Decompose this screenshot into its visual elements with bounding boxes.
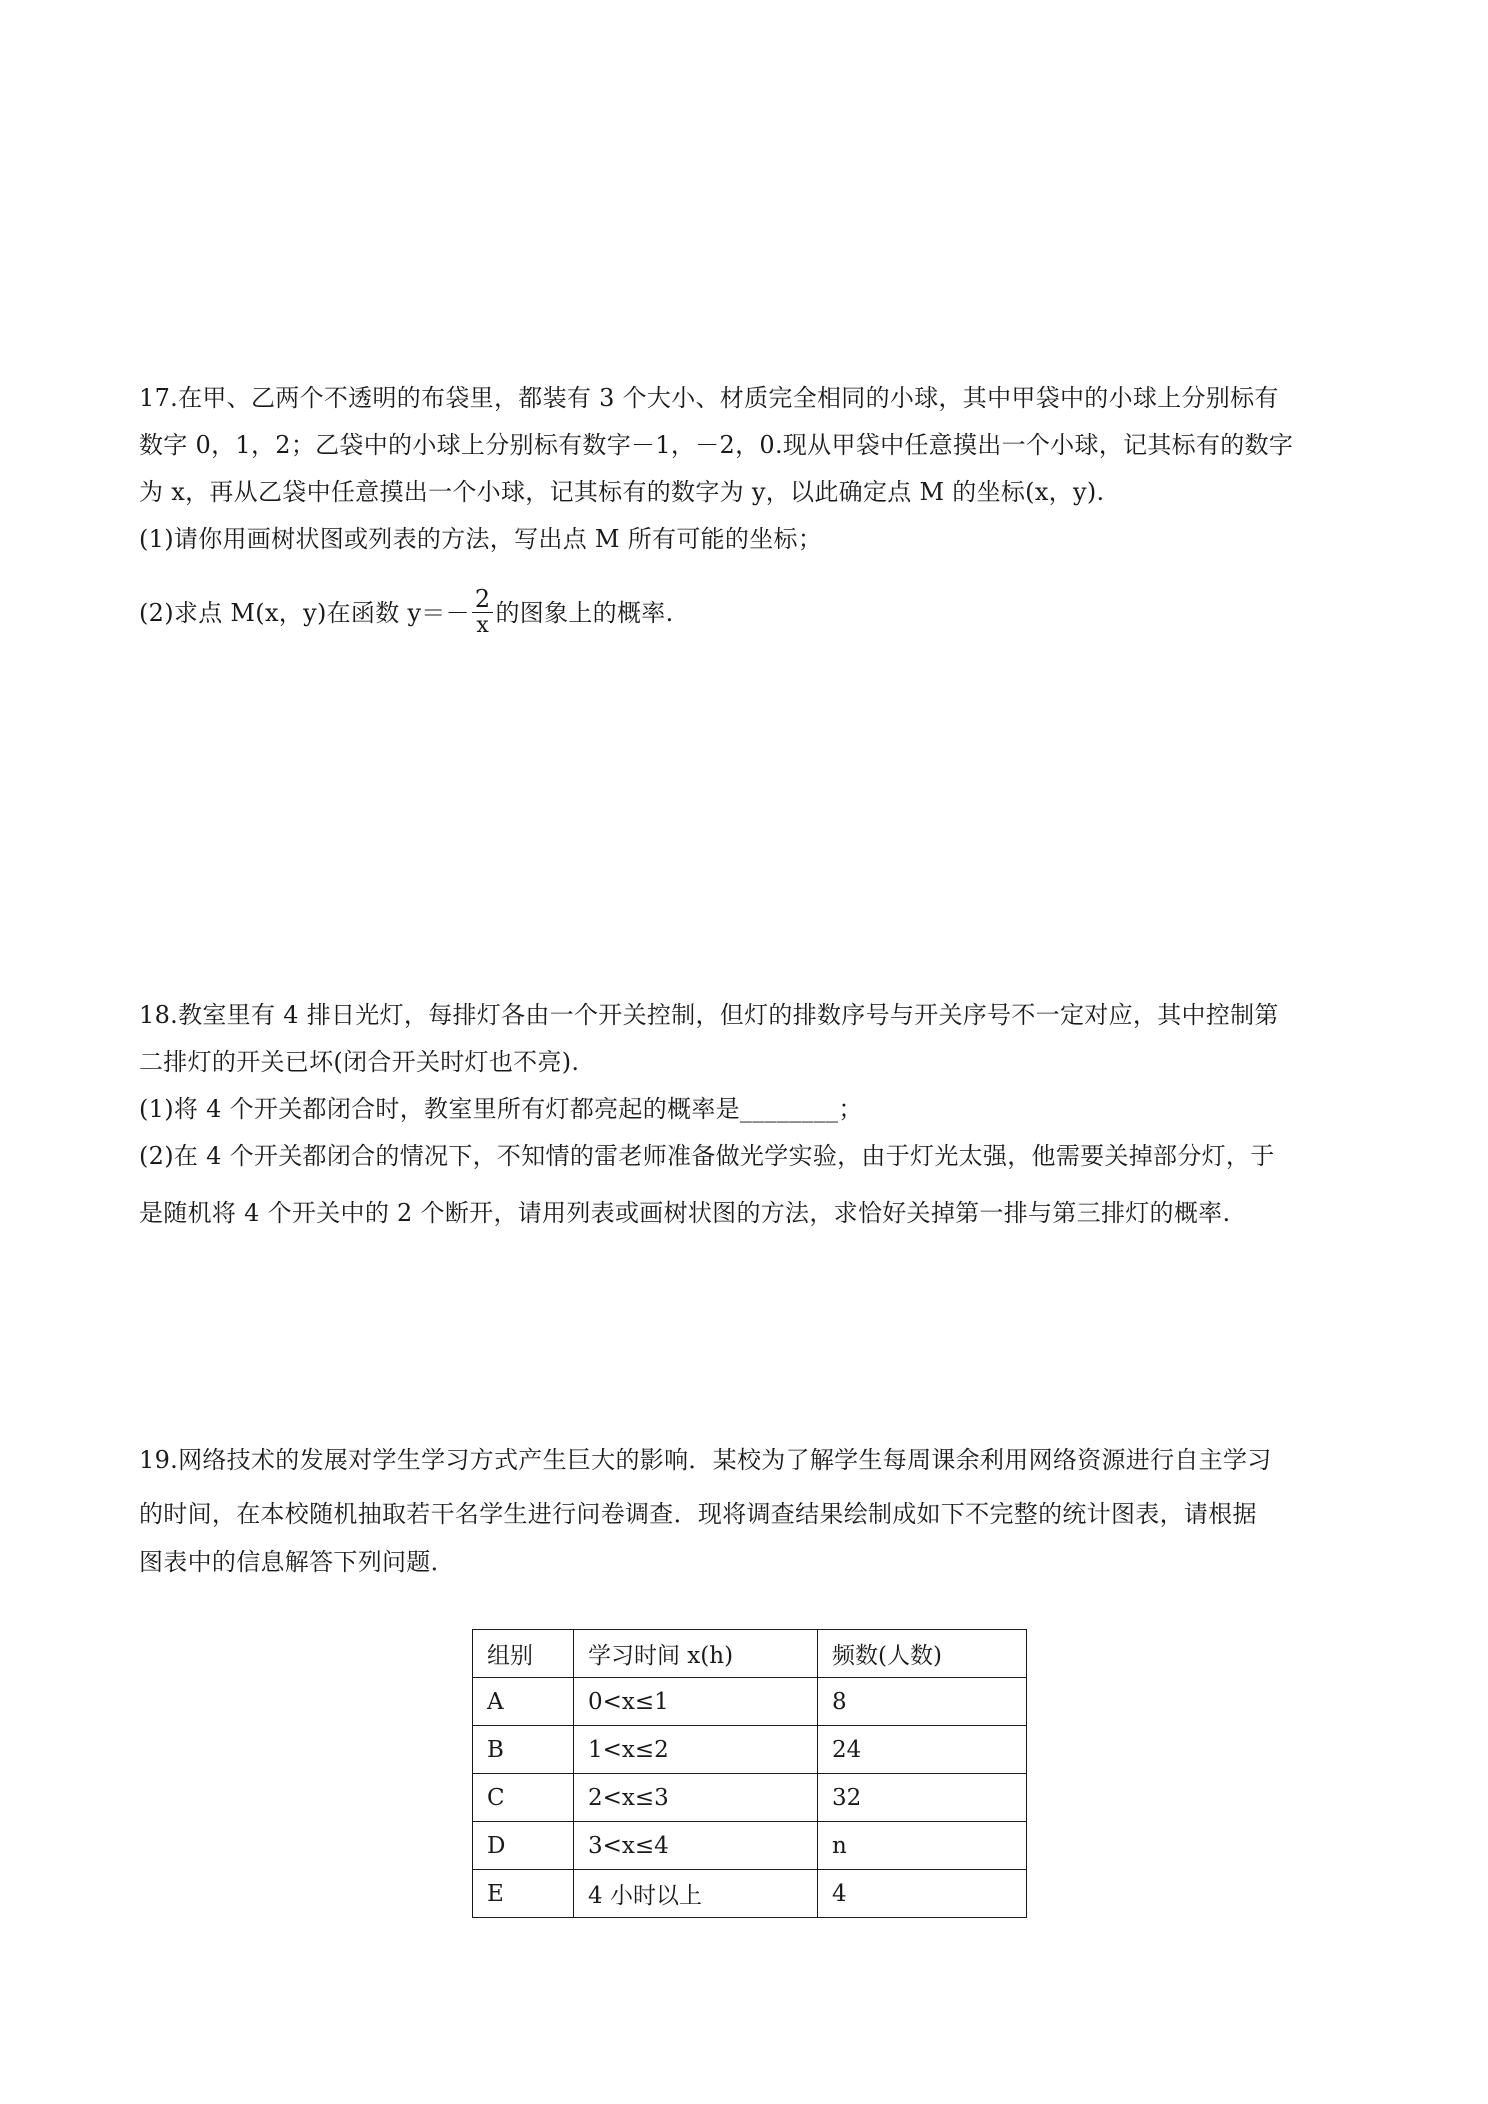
q19-stem-line-2: 的时间，在本校随机抽取若干名学生进行问卷调查．现将调查结果绘制成如下不完整的统计图表，请根据 (139, 1500, 1257, 1528)
q17-stem-line-1: 17.在甲、乙两个不透明的布袋里，都装有 3 个大小、材质完全相同的小球，其中甲袋中的小球上分别标有 (139, 384, 1279, 412)
header-group: 组别 (473, 1630, 574, 1678)
table-row (473, 1870, 1027, 1918)
cell-group: E (473, 1870, 574, 1918)
q19-stem-line-3: 图表中的信息解答下列问题． (139, 1548, 455, 1576)
cell-study-time: 0<x≤1 (574, 1678, 818, 1726)
q17-part-2 (139, 585, 674, 641)
header-study-time: 学习时间 x(h) (574, 1630, 818, 1678)
q18-part-2-line-1: (2)在 4 个开关都闭合的情况下，不知情的雷老师准备做光学实验，由于灯光太强，他需要关掉部分灯，于 (139, 1142, 1275, 1170)
fraction-2-over-x (472, 586, 494, 639)
cell-study-time: 2<x≤3 (574, 1774, 818, 1822)
cell-frequency: 8 (818, 1678, 1027, 1726)
table-row (473, 1774, 1027, 1822)
table-row (473, 1726, 1027, 1774)
table-header-row (473, 1630, 1027, 1678)
cell-frequency: 4 (818, 1870, 1027, 1918)
q17-part-2-suffix: 的图象上的概率. (495, 599, 674, 627)
q19-stem-line-1: 19.网络技术的发展对学生学习方式产生巨大的影响．某校为了解学生每周课余利用网络资源进行自主学习 (139, 1446, 1272, 1474)
q18-part-2-line-2: 是随机将 4 个开关中的 2 个断开，请用列表或画树状图的方法，求恰好关掉第一排与第三排灯的概率. (139, 1199, 1231, 1227)
cell-group: D (473, 1822, 574, 1870)
fraction-numerator: 2 (472, 586, 494, 613)
cell-frequency: 32 (818, 1774, 1027, 1822)
table-row (473, 1678, 1027, 1726)
cell-study-time: 1<x≤2 (574, 1726, 818, 1774)
q17-stem-line-3: 为 x，再从乙袋中任意摸出一个小球，记其标有的数字为 y，以此确定点 M 的坐标(x，y). (139, 478, 1105, 506)
cell-study-time: 4 小时以上 (574, 1870, 818, 1918)
q18-stem-line-1: 18.教室里有 4 排日光灯，每排灯各由一个开关控制，但灯的排数序号与开关序号不一定对应，其中控制第 (139, 1001, 1279, 1029)
q17-stem-line-2: 数字 0，1，2；乙袋中的小球上分别标有数字－1，－2，0.现从甲袋中任意摸出一个小球，记其标有的数字 (139, 431, 1294, 459)
q18-stem-line-2: 二排灯的开关已坏(闭合开关时灯也不亮). (139, 1048, 580, 1076)
cell-group: C (473, 1774, 574, 1822)
header-frequency: 频数(人数) (818, 1630, 1027, 1678)
cell-study-time: 3<x≤4 (574, 1822, 818, 1870)
q17-part-1: (1)请你用画树状图或列表的方法，写出点 M 所有可能的坐标； (139, 525, 823, 553)
q17-part-2-prefix: (2)求点 M(x，y)在函数 y＝－ (139, 599, 470, 627)
q18-part-1: (1)将 4 个开关都闭合时，教室里所有灯都亮起的概率是________； (139, 1095, 863, 1123)
cell-group: B (473, 1726, 574, 1774)
cell-group: A (473, 1678, 574, 1726)
frequency-table (472, 1629, 1027, 1918)
cell-frequency: n (818, 1822, 1027, 1870)
table-row (473, 1822, 1027, 1870)
cell-frequency: 24 (818, 1726, 1027, 1774)
fraction-denominator: x (476, 613, 490, 638)
